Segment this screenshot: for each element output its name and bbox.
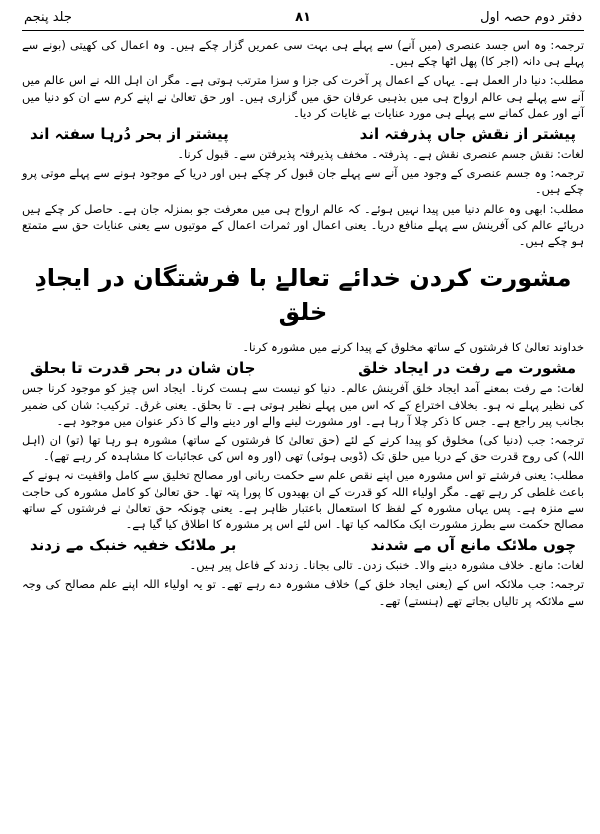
verse-first-hemistich: مشورت مے رفت در ایجاد خلق [358,359,576,378]
explanation-paragraph: مطلب: ابھی وہ عالم دنیا میں پیدا نہیں ہوئے۔ کہ عالم ارواح ہی میں معرفت جو بمنزلہ جان ہے۔ حاصل کر چکے ہیں دریائے عالم کی آفرینش سے پہلے منافع دریا۔ یعنی اعمال اور ثمرات اعمال کے موتیوں سے یعنی عنایات حق سے متمتع ہو چکے ہیں۔ [22,201,584,249]
section-summary: خداوند تعالیٰ کا فرشتوں کے ساتھ مخلوق کے پیدا کرنے میں مشورہ کرنا۔ [242,340,584,355]
explanation-paragraph: مطلب: دنیا دار العمل ہے۔ یہاں کے اعمال پر آخرت کی جزا و سزا مترتب ہوتی ہے۔ مگر ان اہل اللہ نے اس عالم میں آنے سے پہلے ہی عالم ارواح ہی میں بذہبی عرفان حق میں گزاری ہیں۔ اور حق تعالیٰ نے اپنے کرم سے ان کو دنیا میں آنے اور عمل کمانے سے پہلے ہی مورد عنایات بے غایات کر دیا۔ [22,73,584,120]
translation-paragraph: ترجمہ: جب (دنیا کی) مخلوق کو پیدا کرنے کے لئے (حق تعالیٰ کا فرشتوں کے ساتھ) مشورہ ہو رہا تھا (تو) ان (اہل اللہ) کی روح قدرت حق کے دریا میں حلق تک (ڈوبی ہوئی) تھی (اور وہ اس کی عجائبات کا مشاہدہ کر رہے تھے)۔ [22,433,584,464]
verse-first-hemistich: چوں ملائک مانع آں مے شدند [370,536,576,555]
verse-first-hemistich: پیشتر از نقش جاں پذرفتہ اند [359,125,576,144]
verse-couplet [30,124,576,144]
verse-second-hemistich: بر ملائک خفیہ خنبک مے زدند [30,536,237,555]
page-header [22,8,584,31]
verse-couplet [30,535,576,555]
vocabulary-paragraph: لغات: مانع۔ خلاف مشورہ دینے والا۔ خنبک زدن۔ تالی بجانا۔ زدند کے فاعل پیر ہیں۔ [189,558,584,573]
volume-label: جلد پنجم [24,10,72,25]
book-page [22,8,584,826]
verse-second-hemistich: جان شان در بحر قدرت تا بحلق [30,359,256,378]
explanation-paragraph: مطلب: یعنی فرشتے تو اس مشورہ میں اپنے نقص علم سے حکمت ربانی اور مصالح تخلیق سے کامل واقفیت نہ ہونے کے باعث غلطی کر رہے تھے۔ مگر اولیاء اللہ کو قدرت کے ان بھیدوں کا پورا پتہ تھا۔ حق تعالیٰ کو کامل مشورہ کی حاجت سے منزہ ہے۔ پس یہاں مشورہ کے لفظ کا استعمال باعتبار ظاہر ہے۔ یعنی چونکہ حق تعالیٰ نے فرشتوں کے ساتھ مصالح حکمت سے بطرز مشورت ایک مکالمہ کیا تھا۔ اس لئے اس پر مشورہ کا اطلاق کیا گیا ہے۔ [22,468,584,532]
book-part-label: دفتر دوم حصہ اول [480,10,582,25]
translation-paragraph: ترجمہ: وہ اس جسد عنصری (میں آنے) سے پہلے ہی بہت سی عمریں گزار چکے ہیں۔ وہ اعمال کی کھیتی (بونے سے پہلے ہی دانہ (اجر کا) پھل اٹھا چکے ہیں۔ [22,38,584,69]
translation-paragraph: ترجمہ: وہ جسم عنصری کے وجود میں آنے سے پہلے جان قبول کر چکے ہیں اور دریا کے موجود ہونے سے پہلے موتی پرو چکے ہیں۔ [22,166,584,197]
page-number: ۸۱ [295,10,311,25]
page-body [22,37,584,609]
verse-couplet [30,358,576,378]
section-heading: مشورت کردن خدائے تعالےٰ با فرشتگان در ایجادِ خلق [34,264,572,327]
vocabulary-paragraph: لغات: مے رفت بمعنے آمد ایجاد خلق آفرینش عالم۔ دنیا کو نیست سے ہست کرنا۔ ایجاد اس چیز کو موجود کرنا جس کی نظیر پہلے نہ ہو۔ بخلاف اختراع کے کہ اس میں پہلے نظیر ہوتی ہے۔ تا بحلق۔ یعنی غرق۔ ترکیب: شان کی ضمیر بجانب پیر راجع ہے۔ جس کا ذکر چلا آ رہا ہے۔ اور مشورت لینے والے اور دینے والے کا ذکر عنوان میں موجود ہے۔ [22,381,584,428]
translation-paragraph: ترجمہ: جب ملائکہ اس کے (یعنی ایجاد خلق کے) خلاف مشورہ دے رہے تھے۔ تو یہ اولیاء اللہ اپنے علم مصالح کی وجہ سے ملائکہ پر تالیاں بجاتے تھے (ہنستے) تھے۔ [22,577,584,608]
vocabulary-paragraph: لغات: نقش جسم عنصری نقش ہے۔ پذرفتہ۔ مخفف پذیرفتہ پذیرفتن سے۔ قبول کرنا۔ [177,147,584,162]
verse-second-hemistich: پیشتر از بحر دُرہا سفتہ اند [30,125,229,144]
